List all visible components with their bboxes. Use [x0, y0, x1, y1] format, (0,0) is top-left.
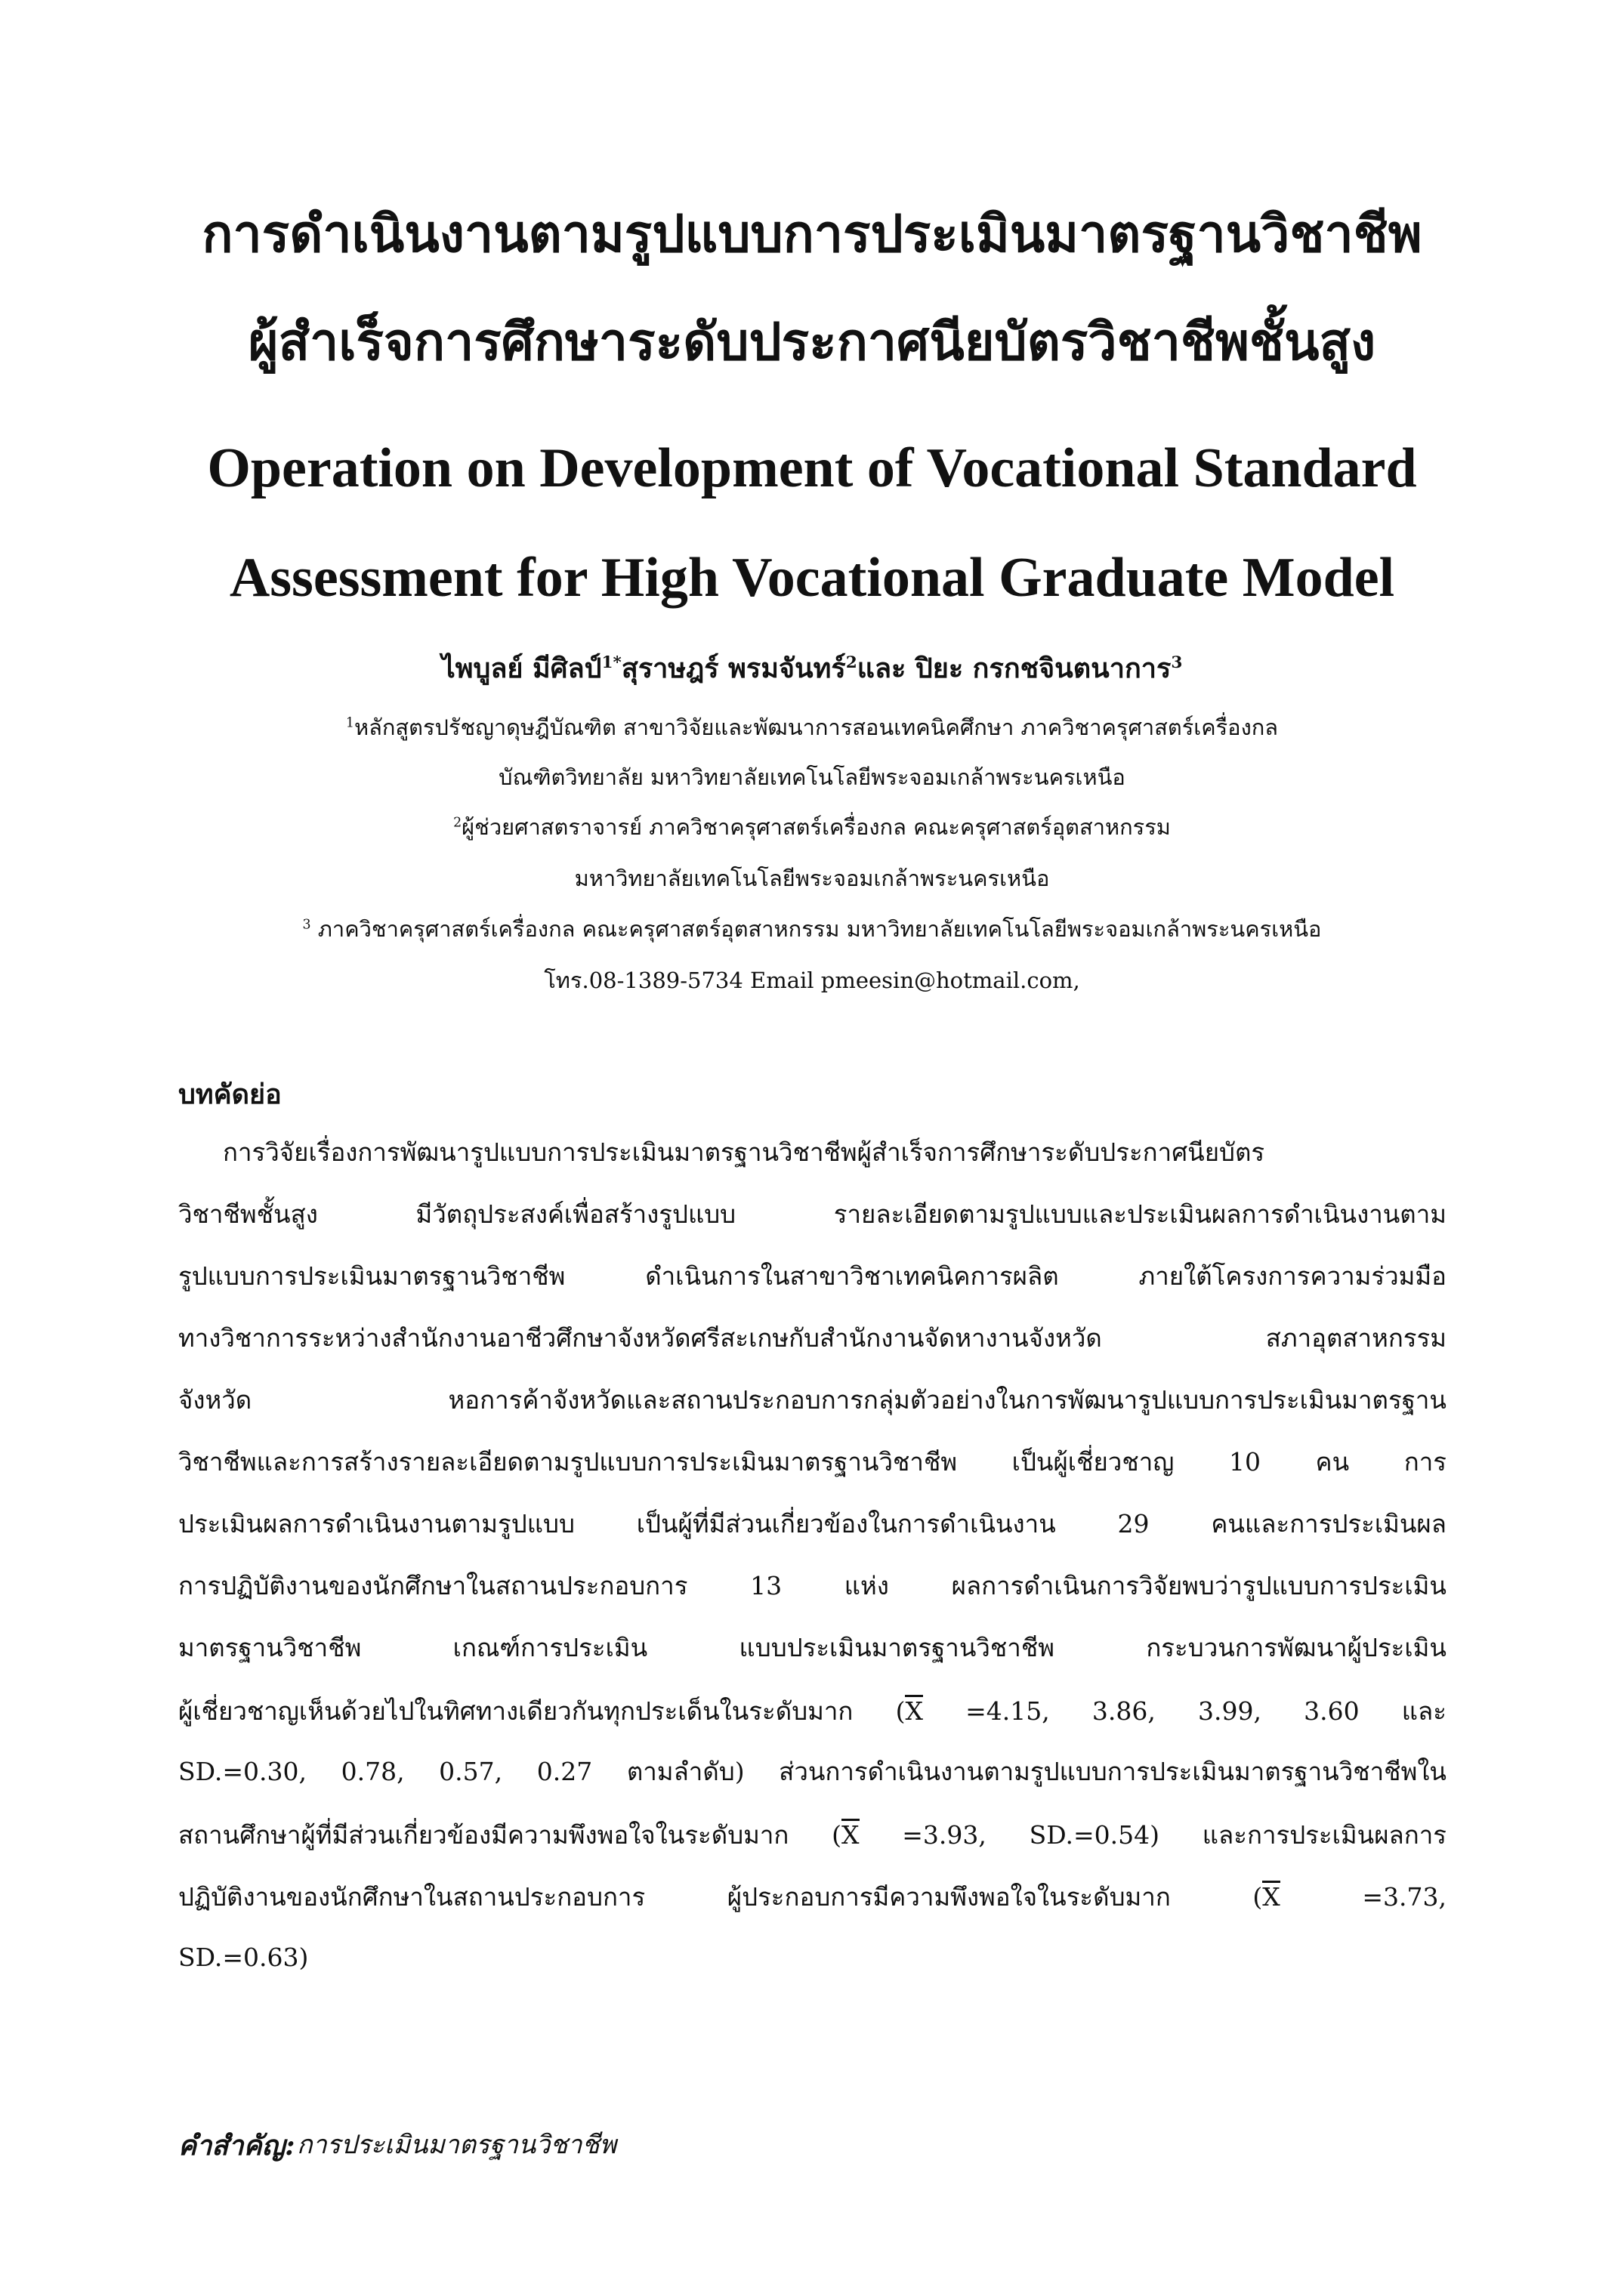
abstract-line: ผู้เชี่ยวชาญเห็นด้วยไปในทิศทางเดียวกันทุกประเด็นในระดับมาก (X =4.15, 3.86, 3.99, 3.60 และ	[178, 1696, 1446, 1726]
title-thai-line-2: ผู้สำเร็จการศึกษาระดับประกาศนียบัตรวิชาชีพชั้นสูง	[248, 312, 1376, 372]
abstract-line: มาตรฐานวิชาชีพ เกณฑ์การประเมิน แบบประเมินมาตรฐานวิชาชีพ กระบวนการพัฒนาผู้ประเมิน	[178, 1633, 1446, 1662]
affiliation-line: บัณฑิตวิทยาลัย มหาวิทยาลัยเทคโนโลยีพระจอมเกล้าพระนครเหนือ	[499, 764, 1125, 790]
author-list	[0, 647, 1624, 690]
affiliation-line: มหาวิทยาลัยเทคโนโลยีพระจอมเกล้าพระนครเหนือ	[574, 866, 1050, 891]
title-english-line-2: Assessment for High Vocational Graduate Model	[229, 547, 1395, 609]
author-name: และ ปิยะ กรกชจินตนาการ	[857, 653, 1172, 684]
abstract-line: จังหวัด หอการค้าจังหวัดและสถานประกอบการกลุ่มตัวอย่างในการพัฒนารูปแบบการประเมินมาตรฐาน	[178, 1385, 1446, 1415]
title-thai-line-1: การดำเนินงานตามรูปแบบการประเมินมาตรฐานวิชาชีพ	[202, 204, 1422, 264]
abstract-line: SD.=0.30, 0.78, 0.57, 0.27 ตามลำดับ) ส่วนการดำเนินงานตามรูปแบบการประเมินมาตรฐานวิชาชีพใน	[178, 1757, 1446, 1786]
affiliation-line: $^2$ผู้ช่วยศาสตราจารย์ ภาควิชาครุศาสตร์เครื่องกล คณะครุศาสตร์อุตสาหกรรม	[453, 814, 1171, 840]
abstract-heading: บทคัดย่อ	[178, 1079, 282, 1110]
mean-symbol: X	[905, 1696, 923, 1726]
affiliation-line: $^1$หลักสูตรปรัชญาดุษฎีบัณฑิต สาขาวิจัยและพัฒนาการสอนเทคนิคศึกษา ภาควิชาครุศาสตร์เครื่องกล	[345, 714, 1279, 740]
author-marker: 1*	[601, 653, 622, 672]
affiliation-line: $^3$ ภาควิชาครุศาสตร์เครื่องกล คณะครุศาสตร์อุตสาหกรรม มหาวิทยาลัยเทคโนโลยีพระจอมเกล้าพระนครเหนือ	[302, 916, 1322, 942]
author-marker: 3	[1171, 653, 1183, 672]
title-english-line-1: Operation on Development of Vocational Standard	[207, 437, 1417, 499]
author-name: ไพบูลย์ มีศิลป์	[441, 653, 602, 684]
author-marker: 2	[845, 653, 857, 672]
abstract-line: สถานศึกษาผู้ที่มีส่วนเกี่ยวข้องมีความพึงพอใจในระดับมาก (X =3.93, SD.=0.54) และการประเมินผลการ	[178, 1820, 1446, 1850]
contact-line: โทร.08-1389-5734 Email pmeesin@hotmail.com,	[544, 968, 1080, 993]
abstract-line: ประเมินผลการดำเนินงานตามรูปแบบ เป็นผู้ที่มีส่วนเกี่ยวข้องในการดำเนินงาน 29 คนและการประเมินผล	[178, 1509, 1446, 1538]
abstract-line: วิชาชีพและการสร้างรายละเอียดตามรูปแบบการประเมินมาตรฐานวิชาชีพ เป็นผู้เชี่ยวชาญ 10 คน การ	[178, 1447, 1446, 1477]
mean-symbol: X	[1262, 1882, 1280, 1912]
abstract-line: ทางวิชาการระหว่างสำนักงานอาชีวศึกษาจังหวัดศรีสะเกษกับสำนักงานจัดหางานจังหวัด สภาอุตสาหกรรม	[178, 1323, 1446, 1353]
abstract-line: ปฏิบัติงานของนักศึกษาในสถานประกอบการ ผู้ประกอบการมีความพึงพอใจในระดับมาก (X =3.73,	[178, 1882, 1447, 1912]
mean-symbol: X	[841, 1820, 860, 1850]
abstract-line: รูปแบบการประเมินมาตรฐานวิชาชีพ ดำเนินการในสาขาวิชาเทคนิคการผลิต ภายใต้โครงการความร่วมมือ	[178, 1261, 1446, 1291]
abstract-line: การวิจัยเรื่องการพัฒนารูปแบบการประเมินมาตรฐานวิชาชีพผู้สำเร็จการศึกษาระดับประกาศนียบัตร	[223, 1137, 1265, 1167]
keywords-value: การประเมินมาตรฐานวิชาชีพ	[297, 2130, 617, 2160]
abstract-line: วิชาชีพชั้นสูง มีวัตถุประสงค์เพื่อสร้างรูปแบบ รายละเอียดตามรูปแบบและประเมินผลการดำเนินงานตาม	[178, 1199, 1446, 1229]
author-name: สุราษฎร์ พรมจันทร์	[621, 653, 846, 684]
keywords-label: คำสำคัญ:	[178, 2130, 295, 2162]
abstract-line: SD.=0.63)	[178, 1943, 309, 1972]
abstract-line: การปฏิบัติงานของนักศึกษาในสถานประกอบการ 13 แห่ง ผลการดำเนินการวิจัยพบว่ารูปแบบการประเมิน	[178, 1571, 1446, 1600]
